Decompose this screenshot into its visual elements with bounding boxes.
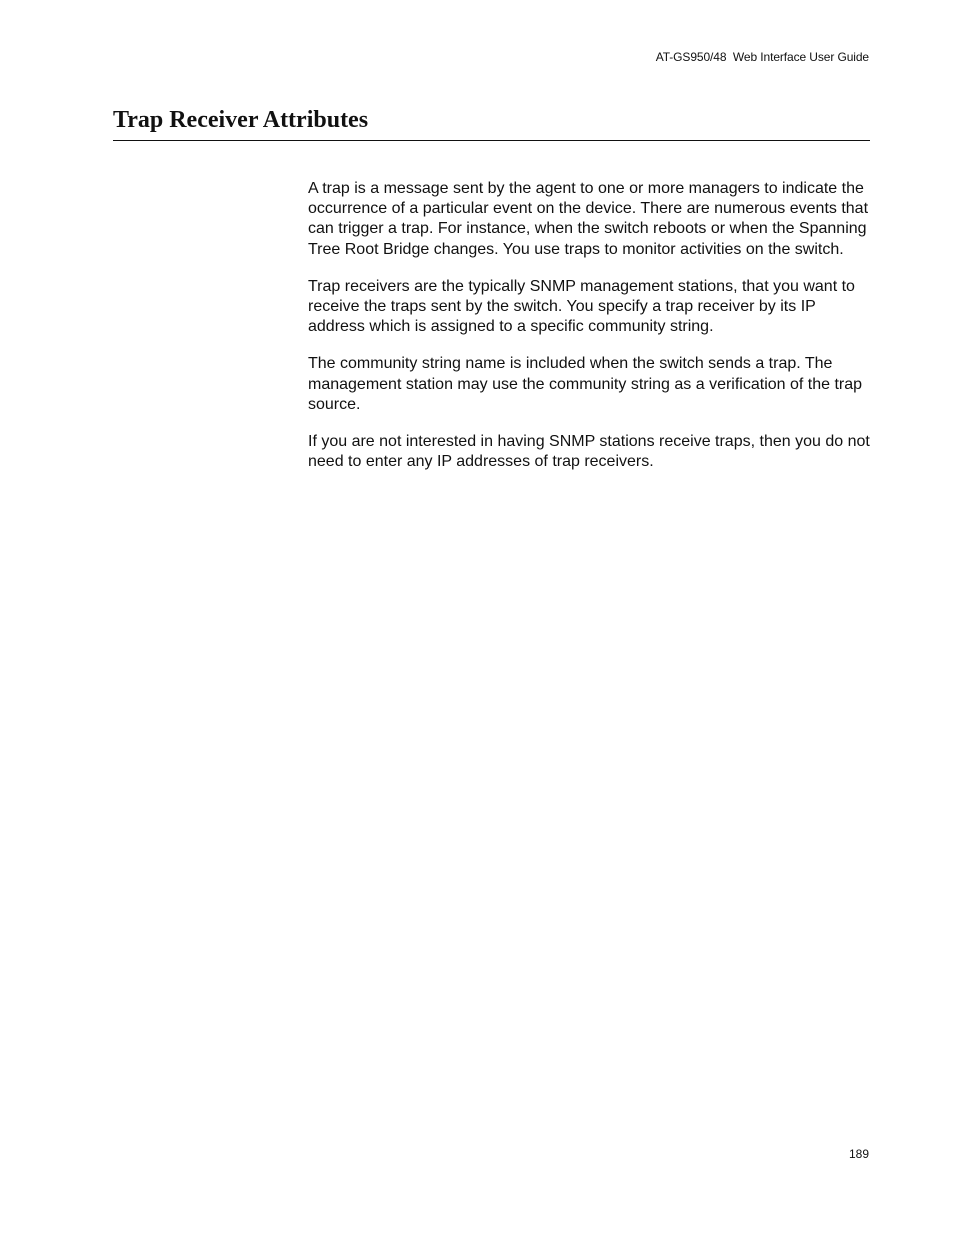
- running-header: AT-GS950/48 Web Interface User Guide: [655, 50, 869, 64]
- page-number: 189: [848, 1147, 869, 1161]
- body-text: [308, 179, 874, 489]
- paragraph-trap-definition: A trap is a message sent by the agent to one or more managers to indicate the occurrence of a particular event on the device. There are numerous events that can trigger a trap. For instance, when the switch reboots or when the Spanning Tree Root Bridge changes. You use traps to monitor activities on the switch.: [308, 180, 869, 258]
- title-rule: [113, 140, 870, 141]
- paragraph-trap-receivers: Trap receivers are the typically SNMP management stations, that you want to receive the traps sent by the switch. You specify a trap receiver by its IP address which is assigned to a specific community string.: [308, 277, 855, 336]
- paragraph-community-string: The community string name is included when the switch sends a trap. The management station may use the community string as a verification of the trap source.: [308, 355, 863, 413]
- paragraph-no-receivers: If you are not interested in having SNMP stations receive traps, then you do not need to enter any IP addresses of trap receivers.: [308, 433, 870, 471]
- section-title: Trap Receiver Attributes: [113, 107, 369, 133]
